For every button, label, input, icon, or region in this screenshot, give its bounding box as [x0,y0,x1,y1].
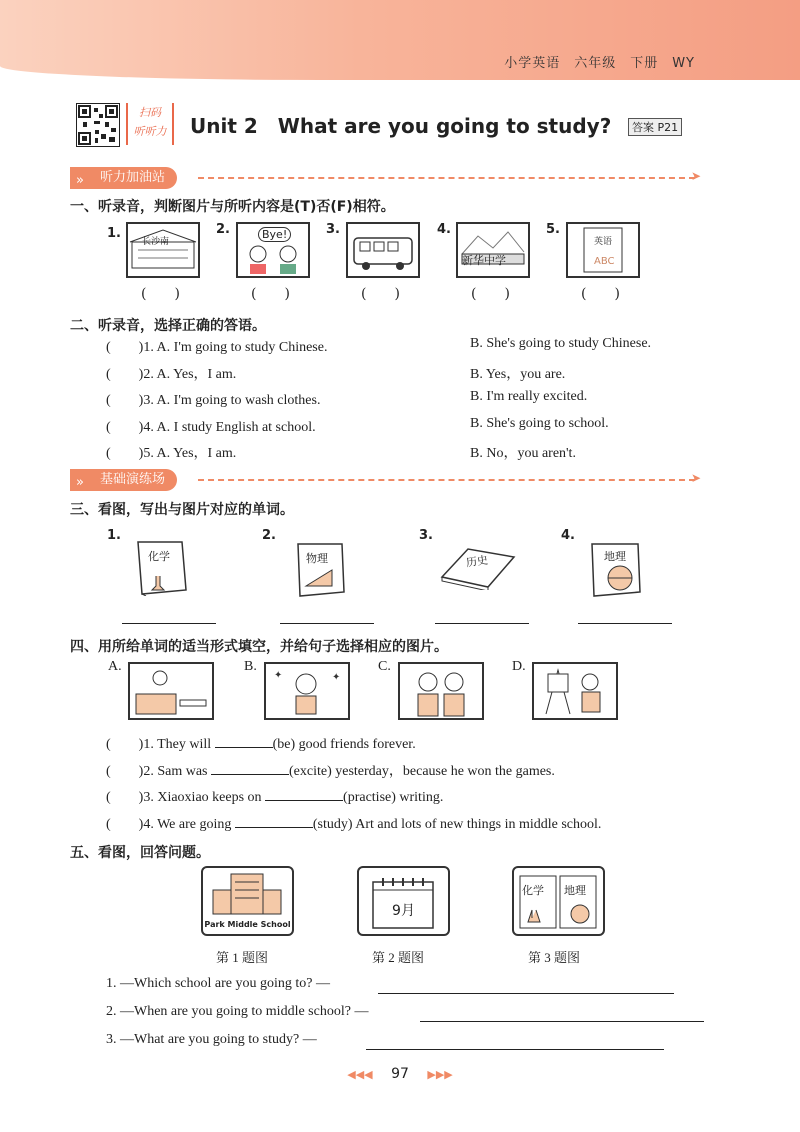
answer-paren[interactable]: ( [106,393,139,408]
question-1: 1. —Which school are you going to? — [106,976,330,991]
answer-line[interactable] [280,623,374,624]
picture-b-excited [264,662,350,720]
book-geography: 地理 [586,540,646,598]
section-divider [198,479,695,481]
option-a: )2. A. Yes，I am. [138,367,237,382]
item-number: 3. [419,528,433,543]
part5-heading: 五、看图，回答问题。 [70,845,210,861]
item-number: 2. [262,528,276,543]
image-text: 长沙南 [142,237,170,247]
option-b: B. I'm really excited. [470,389,588,404]
book-history: 历史 [438,545,518,590]
answer-line[interactable] [435,623,529,624]
book-physics: 物理 [292,540,352,598]
figure-caption: 第 1 题图 [216,950,269,965]
sentence-text: (excite) yesterday，because he won the games. [289,764,555,779]
page-number: 97 [391,1066,409,1082]
scan-listen-label: 扫码 听听力 [126,103,174,145]
sentence-text: )4. We are going [138,817,232,832]
sentence-text: )3. Xiaoxiao keeps on [138,790,262,805]
fill-blank[interactable] [235,813,313,828]
answer-line[interactable] [578,623,672,624]
answer-paren[interactable]: ( [106,817,139,832]
item-number: 5. [546,222,560,237]
fill-blank[interactable] [265,786,343,801]
fill-sentence-4 [106,813,601,833]
page-footer [0,1066,800,1082]
option-row-4 [106,416,316,436]
option-b: B. She's going to study Chinese. [470,336,652,351]
option-row-5 [106,442,236,462]
item-number: 2. [216,222,230,237]
picture-a-practising [128,662,214,720]
part3-heading: 三、看图，写出与图片对应的单词。 [70,502,294,518]
item-number: 1. [107,528,121,543]
section-listening: » 听力加油站 ➤ [70,167,695,189]
picture-d-art [532,662,618,720]
picture-label: C. [378,659,391,674]
option-b: B. Yes，you are. [470,367,566,382]
figure-school: Park Middle School [201,866,294,936]
answer-paren[interactable]: ( [106,446,139,461]
picture-bus [346,222,420,278]
answer-paren[interactable]: ( ) [471,286,510,302]
answer-paren[interactable]: ( ) [581,286,620,302]
image-text: 英语 [594,237,613,247]
answer-line[interactable] [378,993,674,994]
left-arrows-icon: ◀◀◀ [347,1068,373,1081]
answer-paren[interactable]: ( ) [361,286,400,302]
book-chemistry: 化学 [132,538,192,596]
option-a: )1. A. I'm going to study Chinese. [138,340,328,355]
fill-sentence-3 [106,786,443,806]
image-text: 新华中学 [462,254,506,267]
option-row-2 [106,363,236,383]
item-number: 3. [326,222,340,237]
option-b: B. She's going to school. [470,416,609,431]
answer-paren[interactable]: ( [106,340,139,355]
figure-caption: 第 2 题图 [372,950,425,965]
qr-code-icon[interactable] [76,103,120,147]
picture-train-station [126,222,200,278]
option-b: B. No，you aren't. [470,446,576,461]
option-a: )4. A. I study English at school. [138,420,316,435]
item-number: 1. [107,226,121,241]
picture-school-gate [456,222,530,278]
answer-line[interactable] [420,1021,704,1022]
section-practice: » 基础演练场 ➤ [70,469,695,491]
picture-label: B. [244,659,257,674]
sentence-text: )1. They will [138,737,212,752]
section-divider [198,177,695,179]
answer-paren[interactable]: ( [106,367,139,382]
item-number: 4. [561,528,575,543]
right-arrows-icon: ▶▶▶ [427,1068,453,1081]
sentence-text: (practise) writing. [343,790,444,805]
answer-paren[interactable]: ( ) [141,286,180,302]
picture-label: D. [512,659,526,674]
svg-text:✦: ✦ [332,672,341,683]
answer-line[interactable] [122,623,216,624]
answer-paren[interactable]: ( [106,420,139,435]
answer-paren[interactable]: ( ) [251,286,290,302]
option-row-3 [106,389,320,409]
picture-c-friends [398,662,484,720]
question-2: 2. —When are you going to middle school? — [106,1004,369,1019]
svg-text:✦: ✦ [274,670,283,681]
fill-sentence-2 [106,760,555,780]
option-a: )5. A. Yes，I am. [138,446,237,461]
answer-line[interactable] [366,1049,664,1050]
answer-paren[interactable]: ( [106,764,139,779]
part4-heading: 四、用所给单词的适当形式填空，并给句子选择相应的图片。 [70,639,448,655]
picture-label: A. [108,659,122,674]
answer-paren[interactable]: ( [106,790,139,805]
answer-paren[interactable]: ( [106,737,139,752]
double-arrow-icon: » [76,475,84,490]
sentence-text: )2. Sam was [138,764,208,779]
question-3: 3. —What are you going to study? — [106,1032,317,1047]
arrow-end-icon: ➤ [690,471,701,485]
double-arrow-icon: » [76,173,84,188]
option-a: )3. A. I'm going to wash clothes. [138,393,321,408]
fill-blank[interactable] [215,733,273,748]
fill-sentence-1 [106,733,416,753]
figure-books: 化学 地理 [512,866,605,936]
item-number: 4. [437,222,451,237]
sentence-text: (be) good friends forever. [272,737,416,752]
svg-text:ABC: ABC [594,256,615,267]
picture-english-book [566,222,640,278]
option-row-1 [106,336,327,356]
answer-reference[interactable]: 答案 P21 [628,118,682,136]
part2-heading: 二、听录音，选择正确的答语。 [70,318,266,334]
picture-saying-bye [236,222,310,278]
fill-blank[interactable] [211,760,289,775]
part1-heading: 一、听录音，判断图片与所听内容是(T)否(F)相符。 [70,199,395,215]
figure-caption: 第 3 题图 [528,950,581,965]
arrow-end-icon: ➤ [690,169,701,183]
breadcrumb: 小学英语 六年级 下册 WY [504,56,695,71]
page-title: Unit 2 What are you going to study? [190,114,612,138]
figure-calendar: 9月 [357,866,450,936]
sentence-text: (study) Art and lots of new things in middle school. [312,817,602,832]
speech-bubble: Bye! [258,227,291,242]
